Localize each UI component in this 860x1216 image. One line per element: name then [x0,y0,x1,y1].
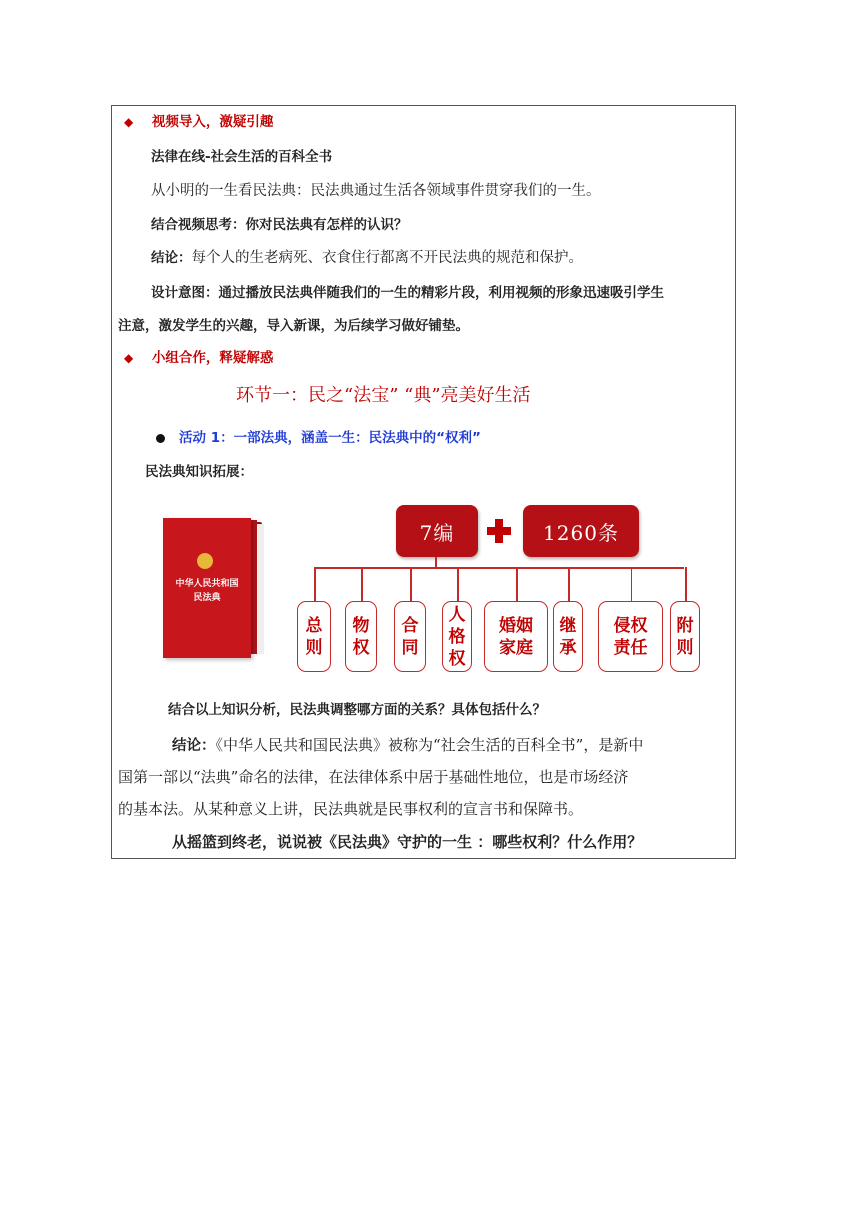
connector-line [314,567,684,569]
design-intent-line-1: 设计意图：通过播放民法典伴随我们的一生的精彩片段，利用视频的形象迅速吸引学生 [151,285,664,301]
connector-line [314,567,316,601]
box-seven-parts: 7编 [396,505,478,557]
section-heading-2: ◆ 小组合作，释疑解惑 [124,350,274,366]
knowledge-label: 民法典知识拓展： [145,464,253,480]
book-title-line-2: 民法典 [193,593,221,603]
connector-line [568,567,570,601]
link-title: 环节一：民之“法宝” “典”亮美好生活 [236,385,531,406]
connector-line [516,567,518,601]
diamond-bullet-icon: ◆ [124,115,134,129]
diagram-part-box: 婚姻 家庭 [484,601,548,672]
connector-line [410,567,412,601]
diagram-part-box: 物 权 [345,601,377,672]
connector-line [631,567,633,601]
connector-line [457,567,459,601]
conclusion-2-line-1: 结论：《中华人民共和国民法典》被称为“社会生活的百科全书”，是新中 [172,736,644,754]
connector-line [361,567,363,601]
diagram-part-box: 继 承 [553,601,583,672]
conclusion-1: 结论：每个人的生老病死、衣食住行都离不开民法典的规范和保护。 [151,250,583,266]
book-title-line-1: 中华人民共和国 [175,579,239,589]
diagram-part-box: 侵权 责任 [598,601,663,672]
bullet-dot-icon [156,434,165,443]
diamond-bullet-icon: ◆ [124,351,134,365]
paragraph-intro: 从小明的一生看民法典：民法典通过生活各领域事件贯穿我们的一生。 [151,183,601,199]
final-question: 从摇篮到终老，说说被《民法典》守护的一生 ：哪些权利？什么作用？ [172,833,643,851]
section-subtitle: 法律在线-社会生活的百科全书 [151,149,333,165]
question-text: 结合视频思考：你对民法典有怎样的认识？ [151,217,408,233]
conclusion-2-line-2: 国第一部以“法典”命名的法律，在法律体系中居于基础性地位，也是市场经济 [118,768,629,786]
diagram-part-box: 总 则 [297,601,331,672]
activity-line: 活动 1：一部法典，涵盖一生：民法典中的“权利” [156,428,481,448]
connector-line [685,567,687,601]
conclusion-2-line-3: 的基本法。从某种意义上讲，民法典就是民事权利的宣言书和保障书。 [118,800,584,818]
national-emblem-icon [197,553,213,569]
diagram-part-box: 合 同 [394,601,426,672]
box-article-count: 1260条 [523,505,639,557]
diagram-part-box: 附 则 [670,601,700,672]
section-heading-1: ◆ 视频导入，激疑引趣 [124,114,274,130]
design-intent-line-2: 注意，激发学生的兴趣，导入新课，为后续学习做好铺垫。 [118,318,469,334]
analysis-question: 结合以上知识分析，民法典调整哪方面的关系？具体包括什么？ [168,702,546,718]
plus-icon [487,519,511,543]
diagram-part-box: 人 格 权 [442,601,472,672]
